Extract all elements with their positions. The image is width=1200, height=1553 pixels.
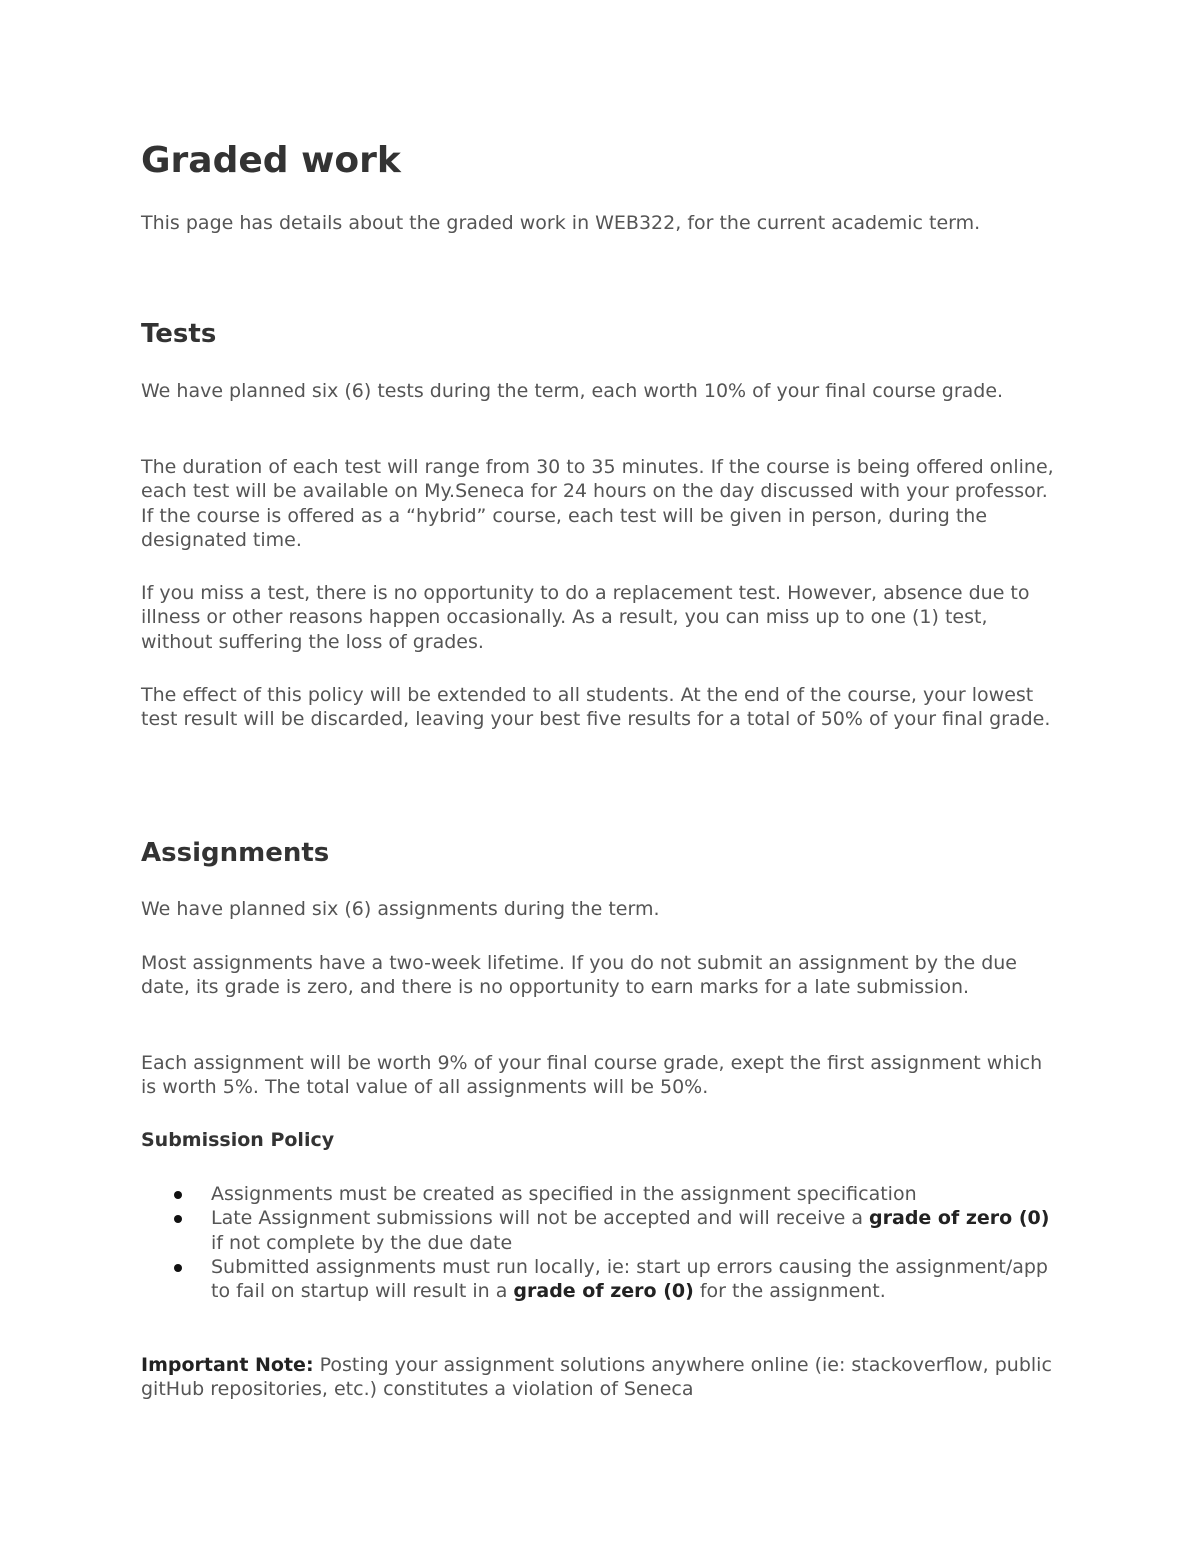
- list-item-text: Assignments must be created as specified in the assignment specification: [211, 1183, 917, 1205]
- list-item-text: Late Assignment submissions will not be accepted and will receive a: [211, 1207, 870, 1230]
- list-item-text: Submitted assignments must run locally, ie: start up errors causing the assignment/app to fail on startup will result in a: [211, 1255, 1048, 1303]
- tests-paragraph-3: If you miss a test, there is no opportunity to do a replacement test. However, absence due to illness or other reasons happen occasionally. As a result, you can miss up to one (1) test, without suffering the loss of grades.: [141, 582, 1030, 653]
- bullet-icon: [174, 1191, 182, 1199]
- assignments-paragraph-2: Most assignments have a two-week lifetime. If you do not submit an assignment by the due date, its grade is zero, and there is no opportunity to earn marks for a late submission.: [141, 952, 1017, 999]
- grade-zero-emphasis: grade of zero (0): [513, 1280, 694, 1303]
- bullet-icon: [174, 1215, 182, 1223]
- tests-heading: Tests: [141, 319, 217, 349]
- important-note-label: Important Note:: [141, 1354, 314, 1376]
- page-title: Graded work: [141, 140, 401, 181]
- important-note-text: Posting your assignment solutions anywhere online (ie: stackoverflow, public gitHub repositories, etc.) constitutes a violation of Seneca: [141, 1354, 1052, 1401]
- important-note-paragraph: [141, 1353, 1059, 1402]
- assignments-paragraph-3: Each assignment will be worth 9% of your final course grade, exept the first assignment which is worth 5%. The total value of all assignments will be 50%.: [141, 1052, 1043, 1099]
- tests-paragraph-1: We have planned six (6) tests during the term, each worth 10% of your final course grade.: [141, 380, 1004, 402]
- assignments-paragraph-1: We have planned six (6) assignments during the term.: [141, 898, 660, 920]
- submission-policy-heading: Submission Policy: [141, 1129, 335, 1151]
- tests-paragraph-4: The effect of this policy will be extended to all students. At the end of the course, your lowest test result will be discarded, leaving your best five results for a total of 50% of your final grade.: [141, 684, 1051, 731]
- bullet-icon: [174, 1264, 182, 1272]
- list-item-text: if not complete by the due date: [211, 1231, 513, 1254]
- assignments-heading: Assignments: [141, 838, 330, 868]
- submission-policy-list: [141, 1182, 1059, 1303]
- list-item: [141, 1182, 1059, 1206]
- intro-paragraph: This page has details about the graded work in WEB322, for the current academic term.: [141, 212, 981, 234]
- tests-paragraph-2: The duration of each test will range from 30 to 35 minutes. If the course is being offered online, each test will be available on My.Seneca for 24 hours on the day discussed with your professor. If the course is offered as a “hybrid” course, each test will be given in person, during the designated time.: [141, 456, 1054, 551]
- list-item: [141, 1206, 1059, 1255]
- grade-zero-emphasis: grade of zero (0): [869, 1207, 1050, 1230]
- list-item-text: for the assignment.: [693, 1280, 886, 1303]
- list-item: [141, 1255, 1059, 1304]
